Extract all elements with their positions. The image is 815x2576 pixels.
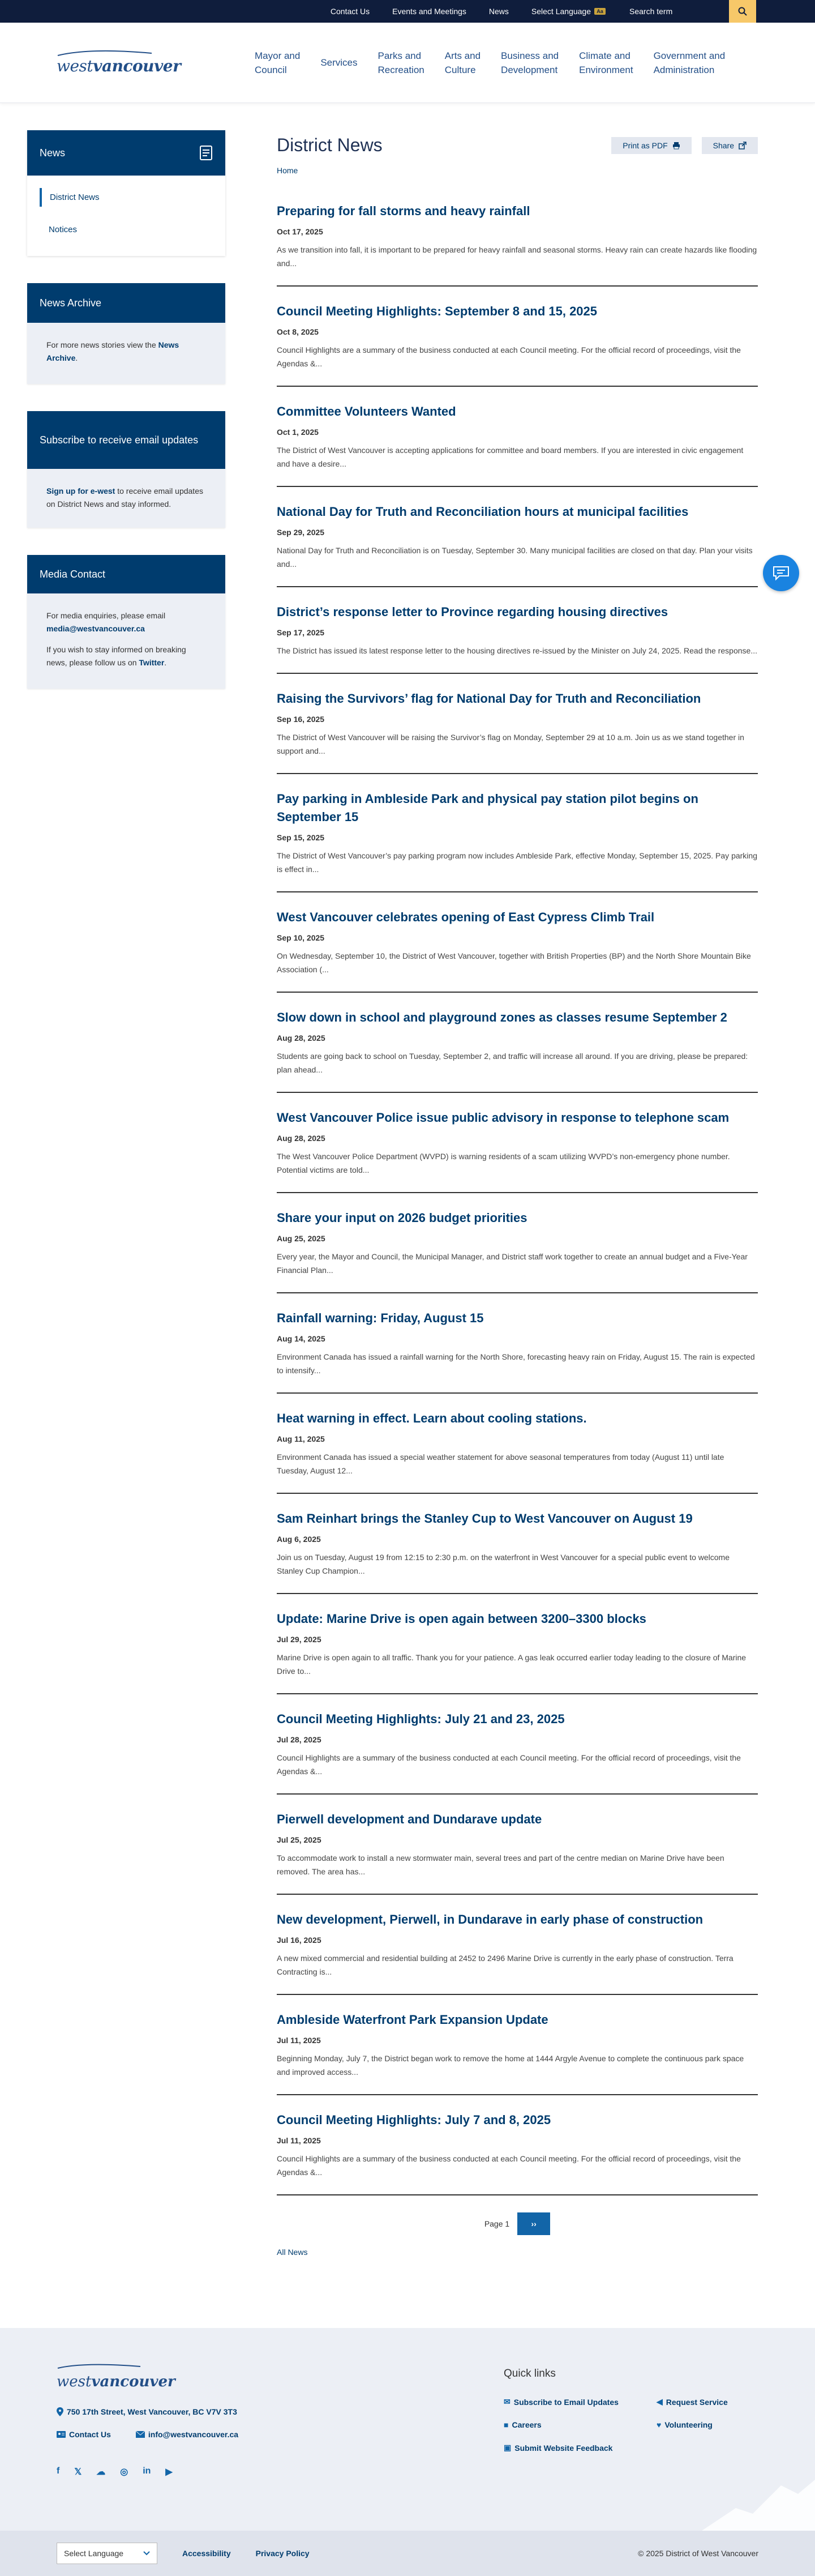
subscribe-body [27, 469, 225, 528]
ql-subscribe[interactable] [504, 2397, 657, 2407]
article-date: Jul 11, 2025 [277, 2036, 321, 2045]
media-contact-box [27, 555, 225, 689]
article-title-link[interactable]: Pay parking in Ambleside Park and physical pay station pilot begins on September 15 [277, 792, 698, 824]
nav-mayor-council[interactable] [255, 49, 300, 77]
article-summary: The District of West Vancouver’s pay parking program now includes Ambleside Park, effective Monday, September 15, 2025. Pay parking is effect in... [277, 851, 757, 874]
briefcase-icon: ■ [504, 2420, 509, 2429]
copyright: © 2025 District of West Vancouver [638, 2549, 758, 2558]
search-button[interactable] [729, 0, 756, 23]
main-layout [0, 103, 815, 2258]
search-icon [738, 7, 747, 16]
article-summary: Marine Drive is open again to all traffic. Thank you for your patience. A gas leak occurred earlier today leading to the closure of Marine Drive to... [277, 1653, 747, 1676]
media-email-link[interactable]: media@westvancouver.ca [46, 624, 145, 633]
ql-subscribe-label: Subscribe to Email Updates [513, 2397, 619, 2407]
linkedin-icon[interactable]: in [143, 2466, 151, 2476]
subscribe-text: to receive email updates on District News and stay informed. [46, 486, 203, 509]
article-summary: National Day for Truth and Reconciliation is on Tuesday, September 30. Many municipal facilities are closed on that day. Plan your visits and... [277, 546, 753, 569]
footer-logo[interactable] [57, 2356, 238, 2390]
article-date: Aug 6, 2025 [277, 1535, 321, 1544]
footer-language-label: Select Language [64, 2549, 124, 2558]
article-title-link[interactable]: New development, Pierwell, in Dundarave in early phase of construction [277, 1912, 704, 1926]
article-title-link[interactable]: Share your input on 2026 budget priorities [277, 1211, 527, 1225]
breaking-news: If you wish to stay informed on breaking news, please follow us on Twitter. [46, 645, 186, 667]
page-title: District News [277, 135, 383, 155]
article-summary: Every year, the Mayor and Council, the Municipal Manager, and District staff work together to create an annual budget and a Five-Year Financial Plan... [277, 1252, 748, 1275]
article-summary: Beginning Monday, July 7, the District began work to remove the home at 1444 Argyle Avenue to complete the continuous park space and improved access... [277, 2054, 744, 2077]
nav-label: Culture [444, 64, 476, 75]
breaking-news-text: If you wish to stay informed on breaking news, please follow us on [46, 645, 186, 667]
article-title-link[interactable]: Pierwell development and Dundarave update [277, 1812, 542, 1826]
article-date: Sep 17, 2025 [277, 628, 325, 637]
article-title-link[interactable]: West Vancouver Police issue public advisory in response to telephone scam [277, 1110, 730, 1125]
article-summary: Council Highlights are a summary of the business conducted at each Council meeting. For the official record of proceedings, visit the Agendas &... [277, 1753, 741, 1776]
news-archive-title: News Archive [40, 297, 102, 309]
page-actions [611, 137, 758, 154]
news-article [277, 1911, 758, 1995]
megaphone-icon: ◀ [657, 2397, 663, 2406]
address-text: 750 17th Street, West Vancouver, BC V7V 3T3 [67, 2407, 237, 2416]
sidebar-item-notices[interactable]: Notices [49, 225, 78, 234]
privacy-link[interactable]: Privacy Policy [255, 2549, 310, 2558]
media-contact-body [27, 593, 225, 689]
ql-volunteering[interactable] [657, 2420, 758, 2429]
article-summary: Join us on Tuesday, August 19 from 12:15 to 2:30 p.m. on the waterfront in West Vancouver for a special public event to welcome Stanley Cup Champion... [277, 1553, 730, 1575]
article-title-link[interactable]: District’s response letter to Province regarding housing directives [277, 605, 668, 619]
nav-label: Parks and [378, 50, 422, 61]
article-summary: A new mixed commercial and residential building at 2452 to 2496 Marine Drive is currently in the early phase of construction. Terra Contracting is... [277, 1954, 734, 1976]
article-summary: To accommodate work to install a new stormwater main, several trees and part of the centre median on Marine Drive have been removed. The area has... [277, 1853, 724, 1876]
article-title-link[interactable]: Committee Volunteers Wanted [277, 404, 456, 418]
news-section-nav [27, 130, 225, 256]
footer-logo-wave-icon [57, 2364, 141, 2369]
ql-volunteering-label: Volunteering [664, 2420, 713, 2429]
share-icon [739, 142, 747, 149]
article-date: Jul 29, 2025 [277, 1635, 321, 1644]
social-links [57, 2466, 238, 2477]
ql-feedback[interactable] [504, 2443, 657, 2453]
mountain-decoration-icon [702, 2474, 815, 2531]
footer-columns [57, 2356, 758, 2477]
subscribe-header [27, 411, 225, 469]
news-article [277, 1309, 758, 1394]
news-article [277, 1109, 758, 1193]
nav-label: Climate and [579, 50, 630, 61]
quick-links-grid [504, 2397, 758, 2453]
article-date: Jul 11, 2025 [277, 2136, 321, 2145]
article-date: Aug 11, 2025 [277, 1434, 325, 1443]
twitter-link[interactable]: Twitter [139, 658, 165, 667]
nav-business-development[interactable] [501, 49, 559, 77]
quick-links-title: Quick links [504, 2368, 556, 2380]
hands-icon: ♥ [657, 2420, 662, 2429]
news-article [277, 690, 758, 774]
article-title-link[interactable]: Heat warning in effect. Learn about cooling stations. [277, 1411, 587, 1425]
events-meetings-link[interactable]: Events and Meetings [392, 7, 466, 16]
ql-careers-label: Careers [512, 2420, 542, 2429]
logo-west: west [57, 57, 93, 75]
article-title-link[interactable]: Council Meeting Highlights: July 21 and 23, 2025 [277, 1712, 565, 1726]
news-article [277, 302, 758, 387]
article-date: Oct 17, 2025 [277, 227, 323, 236]
nav-label: Administration [653, 64, 715, 75]
article-title-link[interactable]: Preparing for fall storms and heavy rainfall [277, 204, 530, 218]
contact-us-link[interactable]: Contact Us [330, 7, 370, 16]
email-text: info@westvancouver.ca [148, 2430, 239, 2439]
article-summary: Environment Canada has issued a special weather statement for above seasonal temperatures from today (August 11) until late Tuesday, August 12... [277, 1453, 724, 1475]
news-nav-links [27, 176, 225, 256]
news-archive-box [27, 283, 225, 384]
article-date: Oct 8, 2025 [277, 327, 319, 336]
site-logo[interactable] [57, 50, 187, 75]
news-archive-text: For more news stories view the [46, 340, 156, 349]
nav-label: Mayor and [255, 50, 301, 61]
print-pdf-label: Print as PDF [623, 140, 668, 150]
printer-icon [672, 142, 680, 149]
chat-button[interactable] [763, 555, 799, 591]
article-title-link[interactable]: Slow down in school and playground zones as classes resume September 2 [277, 1010, 727, 1024]
media-contact-header [27, 555, 225, 593]
news-link[interactable]: News [488, 7, 509, 16]
news-article [277, 1009, 758, 1093]
nav-label: Services [320, 57, 358, 68]
nav-label: Arts and [444, 50, 481, 61]
news-archive-link[interactable]: News Archive [46, 340, 179, 362]
news-archive-header [27, 283, 225, 323]
footer-contact-links [57, 2430, 238, 2439]
news-article [277, 1710, 758, 1795]
article-date: Sep 29, 2025 [277, 528, 325, 537]
article-date: Aug 25, 2025 [277, 1234, 325, 1243]
nav-label: Environment [579, 64, 633, 75]
sign-up-link[interactable]: Sign up for e-west [46, 486, 115, 495]
youtube-icon[interactable]: ▶ [165, 2467, 173, 2477]
contact-us-text: Contact Us [69, 2430, 111, 2439]
article-title-link[interactable]: West Vancouver celebrates opening of East Cypress Climb Trail [277, 910, 655, 924]
ql-careers[interactable] [504, 2420, 657, 2429]
article-date: Aug 28, 2025 [277, 1134, 325, 1143]
article-title-link[interactable]: National Day for Truth and Reconciliation hours at municipal facilities [277, 505, 689, 519]
article-summary: The West Vancouver Police Department (WVPD) is warning residents of a scam utilizing WVPD’s non-emergency phone number. Potential victims are told... [277, 1152, 730, 1174]
article-title-link[interactable]: Council Meeting Highlights: September 8 and 15, 2025 [277, 304, 598, 318]
media-enquiries-text: For media enquiries, please email [46, 611, 166, 620]
sidebar [27, 130, 225, 2258]
news-article [277, 2011, 758, 2095]
article-title-link[interactable]: Rainfall warning: Friday, August 15 [277, 1311, 484, 1325]
sidebar-item-district-news[interactable]: District News [40, 188, 213, 207]
nav-services[interactable] [320, 49, 357, 77]
footer-main [0, 2328, 815, 2531]
subscribe-box [27, 411, 225, 528]
footer-email[interactable] [136, 2430, 238, 2439]
accessibility-link[interactable]: Accessibility [182, 2549, 231, 2558]
article-date: Jul 28, 2025 [277, 1735, 321, 1744]
news-article [277, 908, 758, 993]
main-nav [255, 49, 725, 77]
news-article [277, 1810, 758, 1895]
article-title-link[interactable]: Sam Reinhart brings the Stanley Cup to West Vancouver on August 19 [277, 1511, 693, 1526]
next-page-button[interactable]: ›› [517, 2212, 550, 2235]
footer-contact [57, 2356, 238, 2477]
search-form [621, 0, 756, 23]
news-nav-title: News [40, 147, 66, 159]
article-summary: Environment Canada has issued a rainfall warning for the North Shore, forecasting heavy rain on Friday, August 15. The rain is expected to intensify... [277, 1352, 755, 1375]
news-article [277, 403, 758, 487]
footer-contact-us[interactable] [57, 2430, 111, 2439]
all-news-link[interactable]: All News [277, 2248, 308, 2257]
media-enquiries [46, 609, 206, 635]
print-pdf-button[interactable] [611, 137, 691, 154]
x-twitter-icon[interactable]: 𝕏 [74, 2467, 82, 2477]
bluesky-icon[interactable]: ☁ [96, 2467, 106, 2477]
ql-request-service[interactable] [657, 2397, 758, 2407]
location-pin-icon [57, 2407, 63, 2416]
content [277, 130, 758, 2258]
article-summary: As we transition into fall, it is important to be prepared for heavy rainfall and seasonal storms. Heavy rain can create hazards like flooding and... [277, 245, 757, 268]
article-summary: Students are going back to school on Tuesday, September 2, and traffic will increase all around. If you are driving, please be prepared: plan ahead... [277, 1052, 748, 1074]
footer-language-select[interactable] [57, 2543, 157, 2564]
article-date: Aug 28, 2025 [277, 1033, 325, 1043]
article-summary: The District of West Vancouver is accepting applications for committee and board members. If you are interested in civic engagement and have a desire... [277, 446, 744, 468]
nav-government-administration[interactable] [654, 49, 726, 77]
nav-label: Council [255, 64, 287, 75]
news-article [277, 790, 758, 892]
translate-icon: Aa [594, 8, 606, 15]
instagram-icon[interactable]: ◎ [120, 2467, 128, 2477]
article-list [277, 202, 758, 2195]
nav-label: Government and [653, 50, 726, 61]
utility-bar [0, 0, 815, 23]
news-article [277, 202, 758, 287]
news-article [277, 1409, 758, 1494]
id-card-icon [57, 2431, 66, 2438]
nav-parks-recreation[interactable] [378, 49, 424, 77]
nav-climate-environment[interactable] [579, 49, 633, 77]
article-title-link[interactable]: Council Meeting Highlights: July 7 and 8, 2025 [277, 2113, 551, 2127]
newspaper-icon [199, 145, 213, 161]
news-article [277, 1209, 758, 1293]
nav-label: Business and [501, 50, 559, 61]
article-date: Sep 16, 2025 [277, 715, 325, 724]
footer-logo-vancouver: vancouver [91, 2373, 175, 2390]
envelope-icon [136, 2431, 145, 2438]
email-icon: ✉ [504, 2397, 511, 2406]
article-summary: Council Highlights are a summary of the business conducted at each Council meeting. For the official record of proceedings, visit the Agendas &... [277, 345, 741, 368]
article-title-link[interactable]: Ambleside Waterfront Park Expansion Update [277, 2013, 548, 2027]
news-article [277, 603, 758, 674]
site-footer [0, 2328, 815, 2576]
article-summary: On Wednesday, September 10, the District of West Vancouver, together with British Properties (BP) and the North Shore Mountain Bike Association (... [277, 951, 751, 974]
footer-logo-wordmark [57, 2373, 238, 2390]
site-header [0, 23, 815, 103]
ql-request-service-label: Request Service [666, 2397, 728, 2407]
article-summary: The District of West Vancouver will be raising the Survivor’s flag on Monday, September 29 at 10 a.m. Join us as we stand together in support and... [277, 733, 744, 755]
article-date: Sep 15, 2025 [277, 833, 325, 842]
quick-links [504, 2368, 758, 2477]
logo-vancouver: vancouver [93, 57, 181, 75]
article-date: Sep 10, 2025 [277, 933, 325, 942]
comment-icon: ▣ [504, 2443, 512, 2452]
page-header [277, 135, 758, 156]
news-nav-header [27, 130, 225, 176]
page-indicator: Page 1 [484, 2219, 510, 2228]
ql-feedback-label: Submit Website Feedback [514, 2443, 613, 2453]
chevron-down-icon [143, 2551, 150, 2556]
article-summary: Council Highlights are a summary of the business conducted at each Council meeting. For the official record of proceedings, visit the Agendas &... [277, 2154, 741, 2177]
pagination [277, 2212, 758, 2235]
news-archive-body: For more news stories view the News Archive. [46, 340, 179, 362]
breadcrumb-home[interactable]: Home [277, 166, 298, 175]
nav-arts-culture[interactable] [445, 49, 481, 77]
footer-logo-west: west [57, 2373, 92, 2390]
article-summary: The District has issued its latest response letter to the housing directives re-issued by the Minister on July 24, 2025. Read the response... [277, 646, 757, 655]
news-article [277, 1610, 758, 1694]
news-article [277, 503, 758, 587]
share-button[interactable] [702, 137, 758, 154]
article-title-link[interactable]: Update: Marine Drive is open again between 3200–3300 blocks [277, 1612, 646, 1626]
search-input[interactable] [621, 0, 729, 23]
share-label: Share [713, 140, 734, 150]
facebook-icon[interactable]: f [57, 2466, 60, 2476]
article-date: Aug 14, 2025 [277, 1334, 325, 1343]
nav-label: Development [501, 64, 558, 75]
nav-label: Recreation [378, 64, 424, 75]
logo-wordmark [57, 57, 187, 75]
media-contact-title: Media Contact [40, 568, 106, 580]
logo-wave-icon [57, 50, 153, 57]
footer-address[interactable] [57, 2407, 238, 2416]
article-title-link[interactable]: Raising the Survivors’ flag for National Day for Truth and Reconciliation [277, 691, 701, 706]
article-date: Jul 25, 2025 [277, 1835, 321, 1844]
article-date: Jul 16, 2025 [277, 1936, 321, 1945]
news-article [277, 1510, 758, 1594]
news-article [277, 2111, 758, 2195]
chat-icon [773, 566, 790, 580]
language-select[interactable] [531, 7, 606, 16]
footer-bottom [0, 2531, 815, 2576]
article-date: Oct 1, 2025 [277, 428, 319, 437]
language-select-label: Select Language [531, 7, 591, 16]
subscribe-title: Subscribe to receive email updates [40, 434, 199, 446]
